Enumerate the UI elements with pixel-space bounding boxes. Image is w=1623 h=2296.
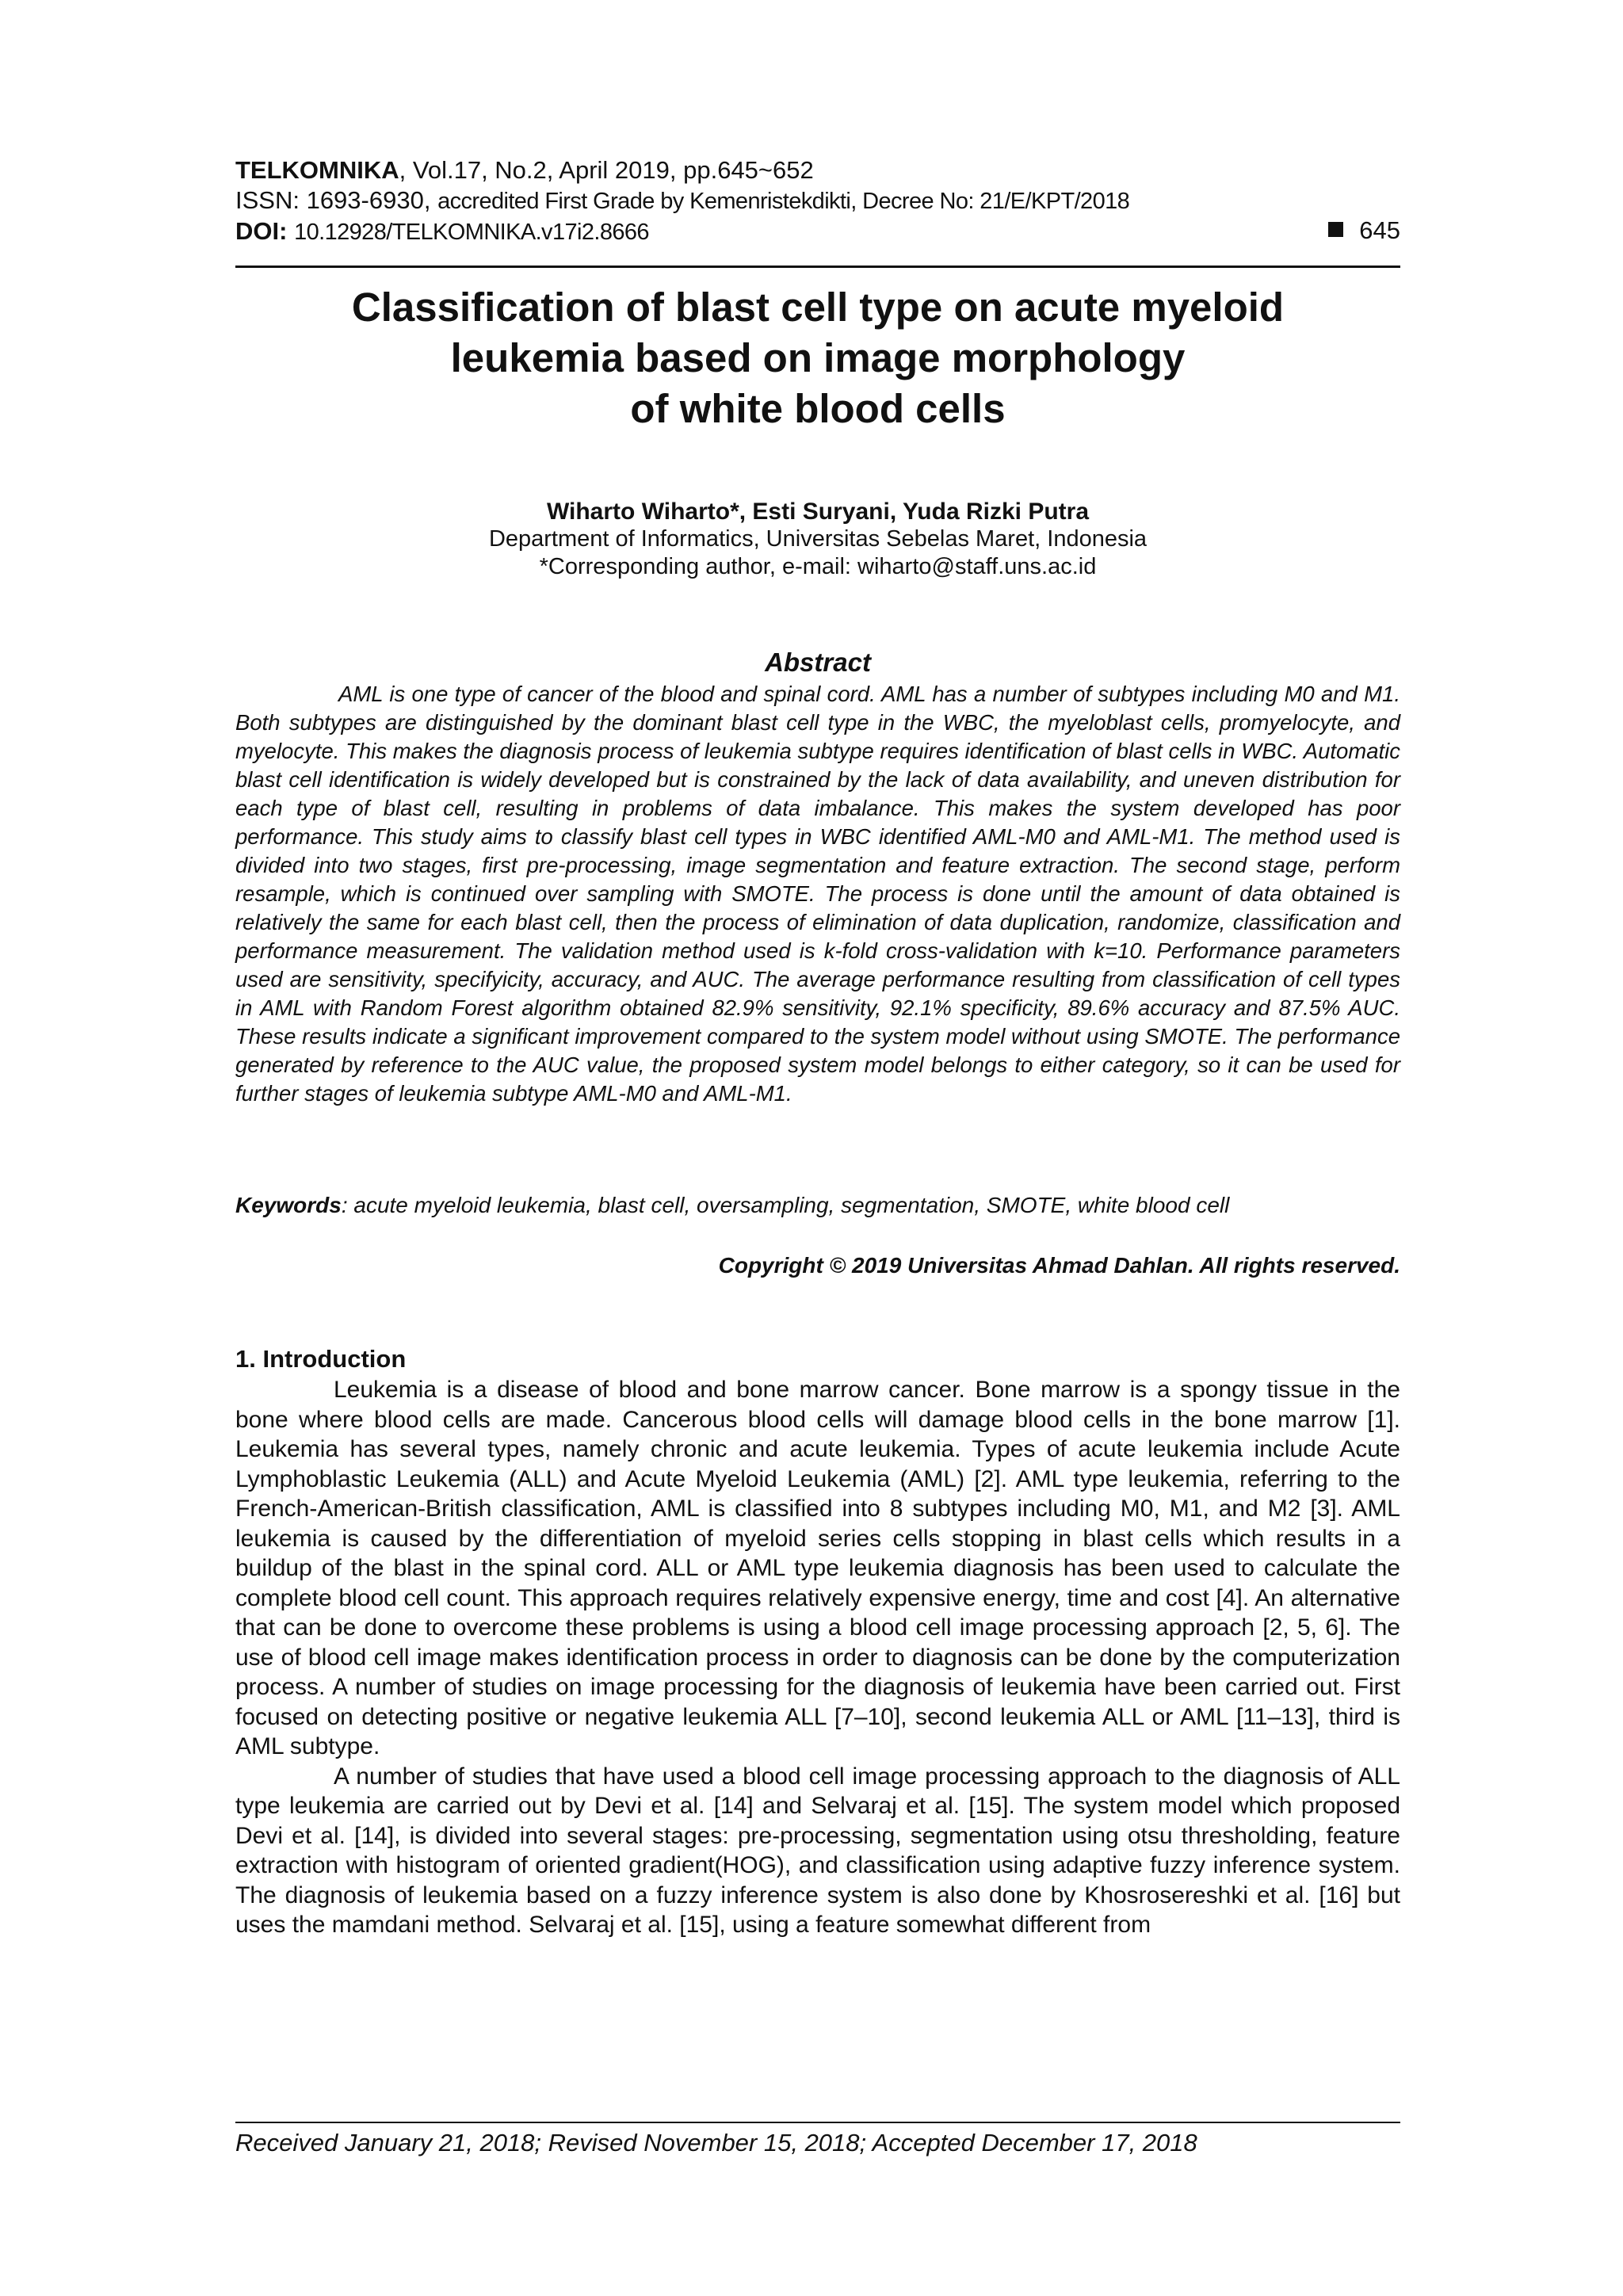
- running-header: [235, 155, 1400, 247]
- keywords-line: [235, 1191, 1400, 1220]
- introduction-body: [235, 1375, 1400, 1940]
- author-affiliation: Department of Informatics, Universitas Sebelas Maret, Indonesia: [488, 526, 1148, 552]
- title-line-2: leukemia based on image morphology: [450, 335, 1186, 380]
- accreditation-text: accredited First Grade by Kemenristekdikti, Decree No: 21/E/KPT/2018: [437, 189, 1130, 214]
- abstract-heading: Abstract: [765, 648, 871, 677]
- keywords-label: Keywords: [235, 1193, 342, 1217]
- issn-line: [235, 185, 1400, 216]
- footer-divider: [235, 2122, 1400, 2123]
- author-block: [235, 498, 1400, 581]
- introduction-paragraph-1: Leukemia is a disease of blood and bone marrow cancer. Bone marrow is a spongy tissue in the bone where blood cells are made. Cancerous blood cells will damage blood cells in the bone marrow [1]. Leukemia has several types, namely chronic and acute leukemia. Types of acute leukemia include Acute Lymphoblastic Leukemia (ALL) and Acute Myeloid Leukemia (AML) [2]. AML type leukemia, referring to the French-American-British classification, AML is classified into 8 subtypes including M0, M1, and M2 [3]. AML leukemia is caused by the differentiation of myeloid series cells stopping in blast cells which results in a buildup of the blast in the spinal cord. ALL or AML type leukemia diagnosis has been used to calculate the complete blood cell count. This approach requires relatively expensive energy, time and cost [4]. An alternative that can be done to overcome these problems is using a blood cell image processing approach [2, 5, 6]. The use of blood cell image makes identification process in order to diagnosis can be done by the computerization process. A number of studies on image processing for the diagnosis of leukemia have been carried out. First focused on detecting positive or negative leukemia ALL [7–10], second leukemia ALL or AML [11–13], third is AML subtype.: [235, 1377, 1400, 1759]
- doi-label: DOI:: [235, 217, 295, 245]
- title-line-3: of white blood cells: [630, 386, 1006, 431]
- doi-line: [235, 216, 1400, 247]
- copyright-notice: Copyright © 2019 Universitas Ahmad Dahlan. All rights reserved.: [718, 1253, 1400, 1278]
- received-dates-footer: Received January 21, 2018; Revised November 15, 2018; Accepted December 17, 2018: [235, 2129, 1197, 2157]
- journal-line: [235, 155, 1400, 185]
- square-bullet-icon: [1328, 222, 1343, 237]
- page-number-mark: [1328, 216, 1400, 246]
- title-line-1: Classification of blast cell type on acute myeloid: [351, 285, 1285, 330]
- header-divider: [235, 266, 1400, 268]
- abstract-text: AML is one type of cancer of the blood and spinal cord. AML has a number of subtypes including M0 and M1. Both subtypes are distinguished by the dominant blast cell type in the WBC, the myeloblast cells, promyelocyte, and myelocyte. This makes the diagnosis process of leukemia subtype requires identification of blast cells in WBC. Automatic blast cell identification is widely developed but is constrained by the lack of data availability, and uneven distribution for each type of blast cell, resulting in problems of data imbalance. This makes the system developed has poor performance. This study aims to classify blast cell types in WBC identified AML-M0 and AML-M1. The method used is divided into two stages, first pre-processing, image segmentation and feature extraction. The second stage, perform resample, which is continued over sampling with SMOTE. The process is done until the amount of data obtained is relatively the same for each blast cell, then the process of elimination of data duplication, randomize, classification and performance measurement. The validation method used is k-fold cross-validation with k=10. Performance parameters used are sensitivity, specifyicity, accuracy, and AUC. The average performance resulting from classification of cell types in AML with Random Forest algorithm obtained 82.9% sensitivity, 92.1% specificity, 89.6% accuracy and 87.5% AUC. These results indicate a significant improvement compared to the system model without using SMOTE. The performance generated by reference to the AUC value, the proposed system model belongs to either category, so it can be used for further stages of leukemia subtype AML-M0 and AML-M1.: [235, 682, 1400, 1106]
- corresponding-author: *Corresponding author, e-mail: wiharto@staff.uns.ac.id: [539, 554, 1097, 579]
- issn-label: ISSN: 1693-6930,: [235, 186, 438, 214]
- section-heading-introduction: 1. Introduction: [235, 1345, 407, 1373]
- doi-value: 10.12928/TELKOMNIKA.v17i2.8666: [294, 220, 649, 245]
- paper-title: [235, 282, 1400, 434]
- author-names: Wiharto Wiharto*, Esti Suryani, Yuda Rizki Putra: [546, 499, 1090, 525]
- page-number: 645: [1359, 216, 1400, 244]
- journal-details: , Vol.17, No.2, April 2019, pp.645~652: [399, 156, 814, 184]
- journal-name: TELKOMNIKA: [235, 156, 399, 184]
- introduction-paragraph-2: A number of studies that have used a blood cell image processing approach to the diagnosis of ALL type leukemia are carried out by Devi et al. [14] and Selvaraj et al. [15]. The system model which proposed Devi et al. [14], is divided into several stages: pre-processing, segmentation using otsu thresholding, feature extraction with histogram of oriented gradient(HOG), and classification using adaptive fuzzy inference system. The diagnosis of leukemia based on a fuzzy inference system is also done by Khosrosereshki et al. [16] but uses the mamdani method. Selvaraj et al. [15], using a feature somewhat different from: [235, 1763, 1400, 1938]
- keywords-text: : acute myeloid leukemia, blast cell, oversampling, segmentation, SMOTE, white blood cell: [341, 1193, 1230, 1217]
